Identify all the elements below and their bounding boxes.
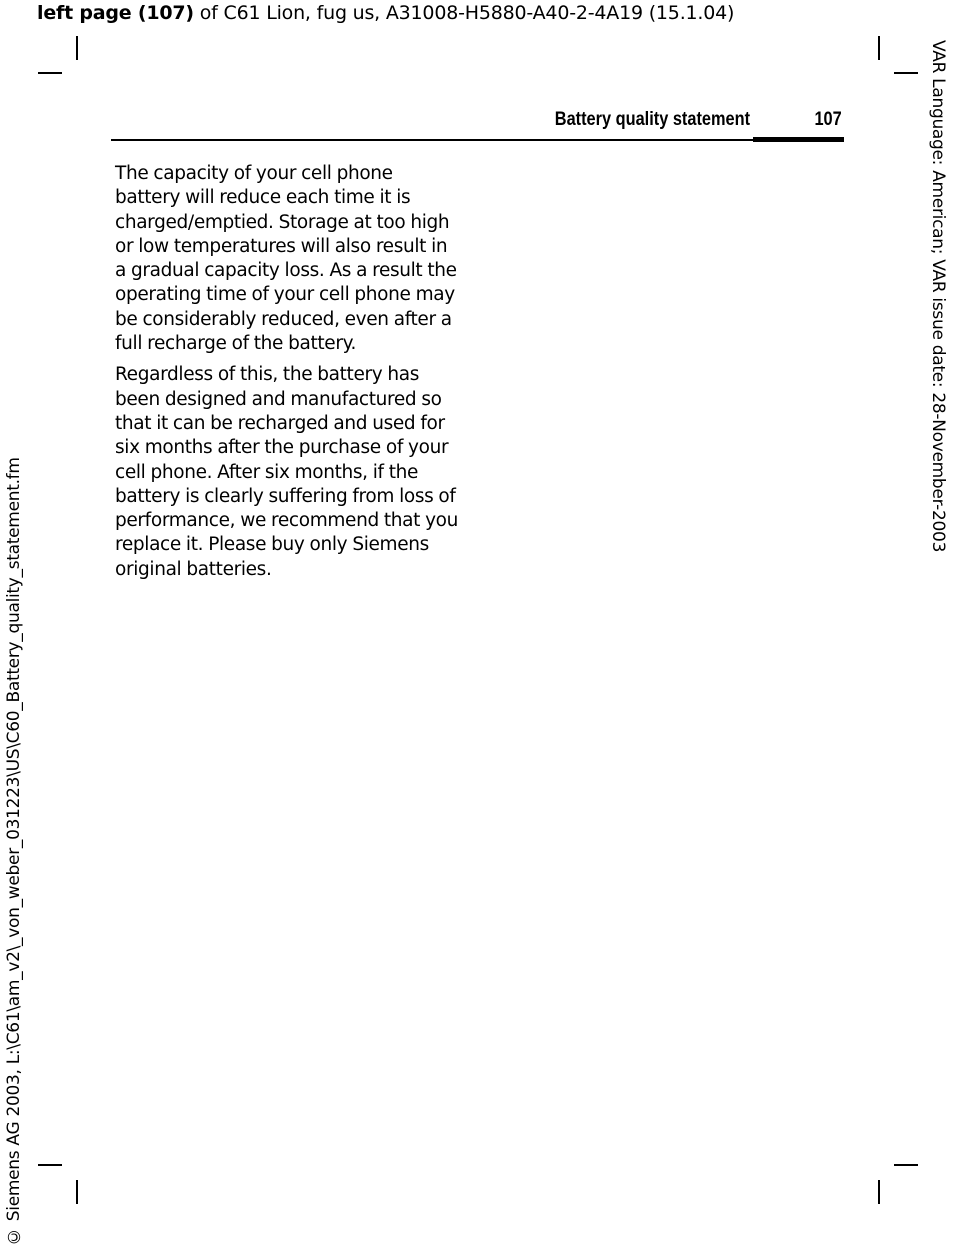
crop-mark-bottom-left-horizontal: [38, 1164, 62, 1166]
body-text: [115, 162, 460, 589]
crop-mark-bottom-left-vertical: [76, 1180, 78, 1204]
header-rule-accent: [753, 137, 844, 142]
running-header-title: Battery quality statement: [554, 109, 750, 130]
paragraph-capacity: The capacity of your cell phone battery will reduce each time it is charged/emptied. Storage at too high or low temperatures will also result in a gradual capacity loss. As a result the operating time of your cell phone may be considerably reduced, even after a full recharge of the battery.: [115, 163, 457, 355]
crop-mark-top-left-horizontal: [38, 72, 62, 74]
paragraph-recommendation: Regardless of this, the battery has been designed and manufactured so that it can be recharged and used for six months after the purchase of your cell phone. After six months, if the battery is clearly suffering from loss of performance, we recommend that you replace it. Please buy only Siemens original batteries.: [115, 364, 459, 580]
page-number: 107: [814, 109, 842, 130]
side-note-file-path: © Siemens AG 2003, L:\C61\am_v2\_von_weber_031223\US\C60_Battery_quality_statement.fm: [4, 457, 24, 1246]
page-label: left page (107): [37, 2, 194, 24]
crop-mark-bottom-right-vertical: [878, 1180, 880, 1204]
header-rule: [111, 139, 753, 141]
document-meta-line: [37, 0, 734, 26]
side-note-var-language: VAR Language: American; VAR issue date: 28-November-2003: [928, 40, 948, 553]
document-info: of C61 Lion, fug us, A31008-H5880-A40-2-4A19 (15.1.04): [193, 2, 735, 24]
crop-mark-top-right-horizontal: [894, 72, 918, 74]
crop-mark-top-right-vertical: [878, 36, 880, 60]
crop-mark-bottom-right-horizontal: [894, 1164, 918, 1166]
crop-mark-top-left-vertical: [76, 36, 78, 60]
